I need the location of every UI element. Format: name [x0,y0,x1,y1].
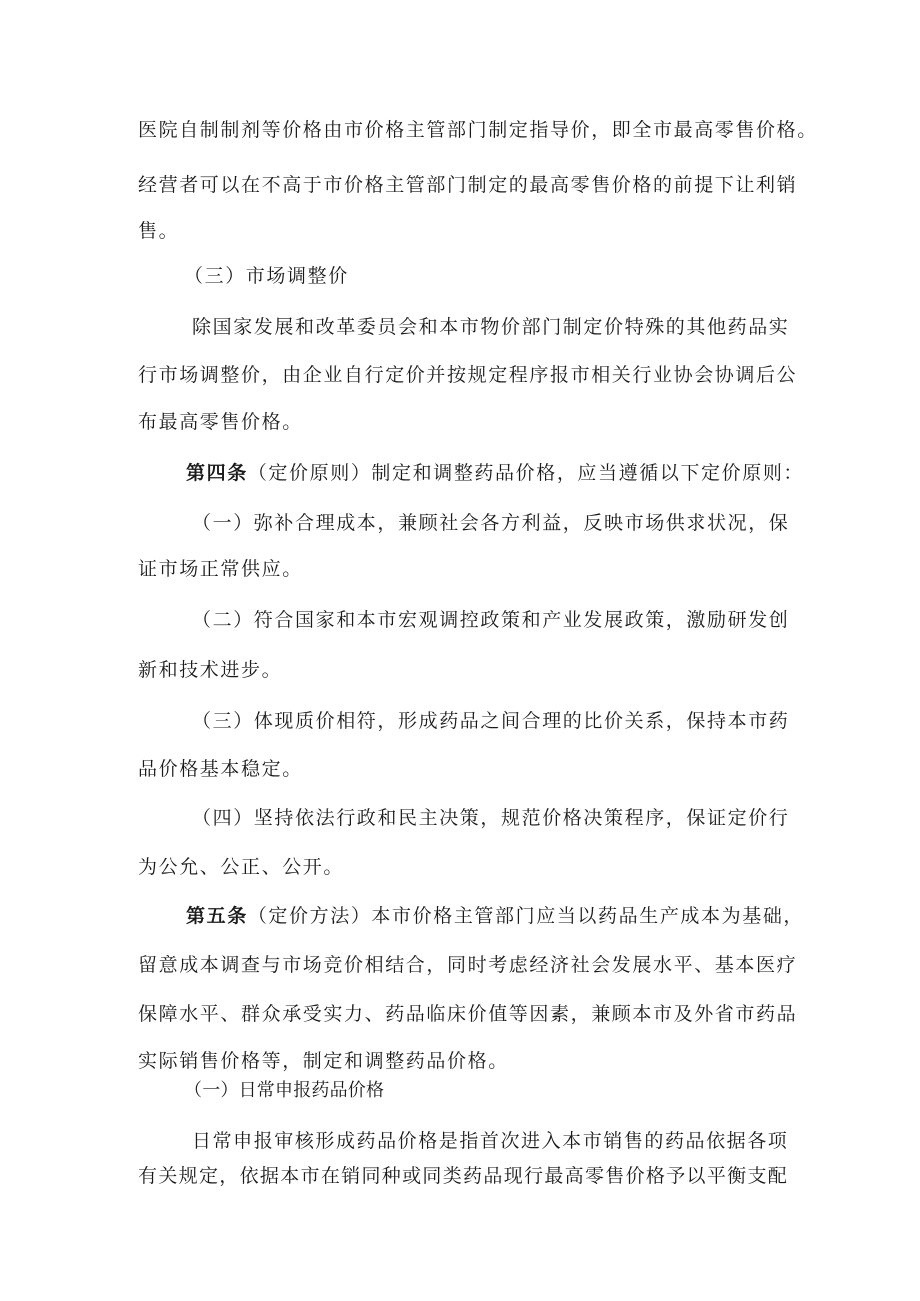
paragraph-line: 经营者可以在不高于市价格主管部门制定的最高零售价格的前提下让利销 [138,174,798,196]
paragraph-line: 新和技术进步。 [138,659,283,681]
paragraph-line: 证市场正常供应。 [138,558,303,580]
paragraph-line: 日常申报审核形成药品价格是指首次进入本市销售的药品依据各项 [192,1130,788,1152]
article-line [186,461,805,485]
article-text: （定价方法）本市价格主管部门应当以药品生产成本为基础， [247,905,805,927]
paragraph-line: 实际销售价格等，制定和调整药品价格。 [138,1050,509,1072]
paragraph-line: （二）符合国家和本市宏观调控政策和产业发展政策，激励研发创 [192,609,790,631]
paragraph-line: （一）弥补合理成本，兼顾社会各方利益，反映市场供求状况，保 [192,512,790,534]
article-number: 第五条 [186,905,248,927]
paragraph-line: 有关规定，依据本市在销同种或同类药品现行最高零售价格予以平衡支配 [138,1165,788,1187]
paragraph-line: （四）坚持依法行政和民主决策，规范价格决策程序，保证定价行 [192,807,790,829]
paragraph-line: 为公允、公正、公开。 [138,856,345,878]
section-heading: （三）市场调整价 [184,265,349,287]
paragraph-line: 品价格基本稳定。 [138,758,303,780]
paragraph-line: 留意成本调查与市场竞价相结合，同时考虑经济社会发展水平、基本医疗 [138,954,798,976]
article-text: （定价原则）制定和调整药品价格，应当遵循以下定价原则： [247,462,805,484]
section-heading: （一）日常申报药品价格 [184,1080,385,1101]
article-line [186,904,805,928]
paragraph-line: 除国家发展和改革委员会和本市物价部门制定价特殊的其他药品实 [192,316,790,338]
paragraph-line: （三）体现质价相符，形成药品之间合理的比价关系，保持本市药 [192,710,790,732]
article-number: 第四条 [186,462,248,484]
paragraph-line: 行市场调整价，由企业自行定价并按规定程序报市相关行业协会协调后公 [138,364,798,386]
paragraph-line: 医院自制制剂等价格由市价格主管部门制定指导价，即全市最高零售价格。 [138,119,818,141]
paragraph-line: 保障水平、群众承受实力、药品临床价值等因素，兼顾本市及外省市药品 [138,1003,798,1025]
paragraph-line: 布最高零售价格。 [138,411,303,433]
paragraph-line: 售。 [138,220,180,242]
